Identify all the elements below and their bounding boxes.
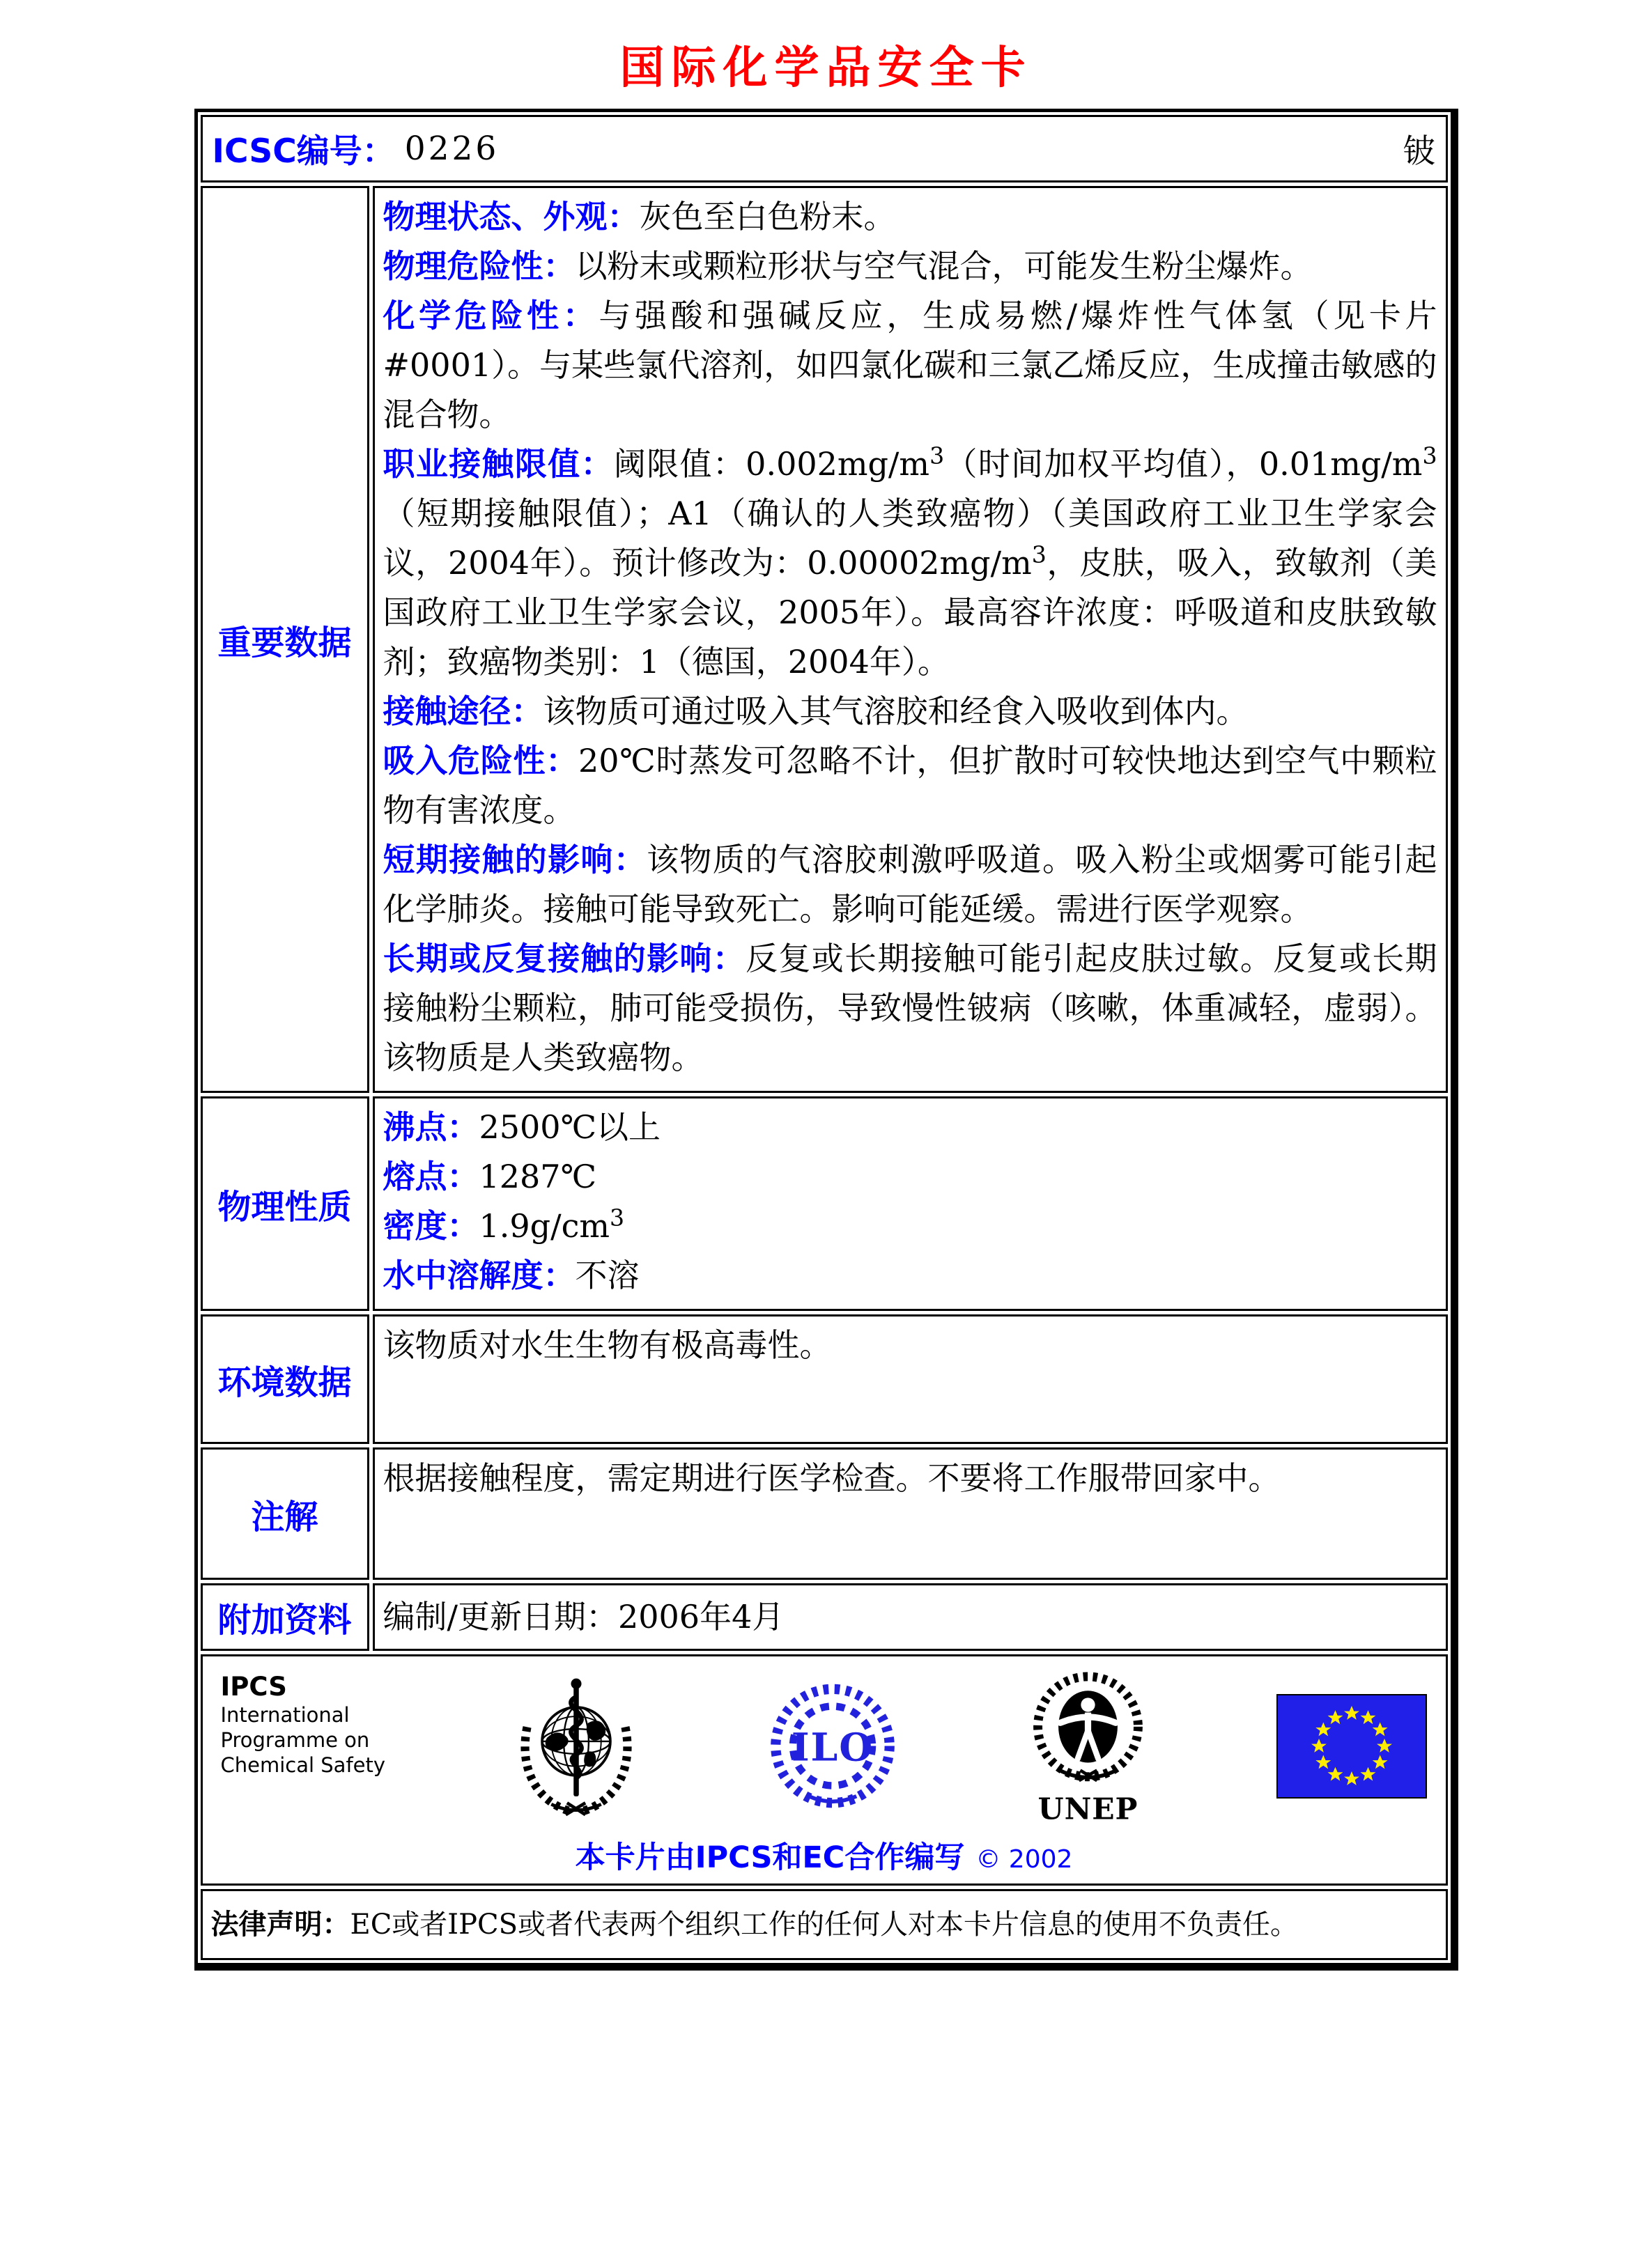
icsc-header-cell (201, 115, 1448, 182)
logos-row (201, 1654, 1448, 1886)
ilo-logo-icon (766, 1678, 899, 1814)
physical-item: 沸点：2500℃以上 (383, 1108, 661, 1146)
legal-notice-cell (201, 1889, 1448, 1960)
important-item: 吸入危险性：20℃时蒸发可忽略不计，但扩散时可较快地达到空气中颗粒物有害浓度。 (383, 742, 1437, 829)
page-title: 国际化学品安全卡 (619, 42, 1033, 94)
logos-cell (201, 1654, 1448, 1886)
ipcs-line3: Chemical Safety (220, 1753, 386, 1777)
important-data-row (201, 186, 1448, 1093)
additional-info-row (201, 1583, 1448, 1651)
physical-properties-row (201, 1096, 1448, 1311)
substance-name: 铍 (1403, 132, 1436, 171)
important-item: 职业接触限值：阈限值：$0.002mg/m^3$（时间加权平均值），$0.01mg/m^3$（短期接触限值）；A1（确认的人类致癌物）（美国政府工业卫生学家会议，2004年）。预计修改为：$0.00002mg/m^3$，皮肤，吸入，致敏剂（美国政府工业卫生学家会议，2005年）。最高容许浓度：呼吸道和皮肤致敏剂；致癌物类别：1（德国，2004年）。 (383, 442, 1437, 681)
physical-item: 密度：$1.9g/cm^3$ (383, 1204, 625, 1245)
ipcs-line2: Programme on (220, 1728, 370, 1752)
important-item: 接触途径：该物质可通过吸入其气溶胶和经食入吸收到体内。 (383, 692, 1249, 730)
unep-logo-text: UNEP (1037, 1792, 1138, 1824)
additional-info-content (373, 1583, 1448, 1651)
icsc-number-label: ICSC编号： (212, 132, 395, 171)
legal-notice-label: 法律声明： (210, 1909, 350, 1941)
section-label-notes: 注解 (201, 1447, 369, 1580)
additional-info-text: 编制/更新日期：2006年4月 (383, 1598, 785, 1636)
icsc-document (0, 32, 1652, 2268)
notes-content (373, 1447, 1448, 1580)
important-item: 物理状态、外观：灰色至白色粉末。 (383, 198, 896, 235)
important-item: 短期接触的影响：该物质的气溶胶刺激呼吸道。吸入粉尘或烟雾可能引起化学肺炎。接触可能导致死亡。影响可能延缓。需进行医学观察。 (383, 841, 1437, 928)
unep-logo-icon (1024, 1668, 1152, 1824)
section-label-additional: 附加资料 (201, 1583, 369, 1651)
section-label-important: 重要数据 (201, 186, 369, 1093)
important-item: 物理危险性：以粉末或颗粒形状与空气混合，可能发生粉尘爆炸。 (383, 247, 1313, 285)
who-logo-icon (510, 1675, 642, 1817)
legal-notice-text: EC或者IPCS或者代表两个组织工作的任何人对本卡片信息的使用不负责任。 (350, 1909, 1299, 1941)
important-item: 化学危险性：与强酸和强碱反应，生成易燃/爆炸性气体氢（见卡片#0001）。与某些氯代溶剂，如四氯化碳和三氯乙烯反应，生成撞击敏感的混合物。 (383, 297, 1437, 433)
ipcs-name: IPCS (220, 1672, 287, 1702)
icsc-number-value: 0226 (404, 130, 500, 168)
ipcs-text-block (221, 1668, 386, 1778)
physical-item: 熔点：1287℃ (383, 1158, 597, 1195)
environment-data-content (373, 1314, 1448, 1444)
logo-strip (221, 1668, 1428, 1824)
icsc-card (194, 109, 1458, 1971)
cooperation-caption-text: 本卡片由IPCS和EC合作编写 (575, 1840, 965, 1875)
ipcs-line1: International (220, 1703, 350, 1727)
environment-text: 该物质对水生生物有极高毒性。 (383, 1326, 832, 1364)
eu-flag-icon (1276, 1694, 1427, 1799)
legal-notice-row (201, 1889, 1448, 1960)
physical-item: 水中溶解度：不溶 (383, 1257, 640, 1294)
copyright-text: © 2002 (975, 1845, 1073, 1874)
physical-properties-content (373, 1096, 1448, 1311)
notes-row (201, 1447, 1448, 1580)
svg-text:ILO: ILO (792, 1724, 874, 1770)
section-label-physical: 物理性质 (201, 1096, 369, 1311)
important-item: 长期或反复接触的影响：反复或长期接触可能引起皮肤过敏。反复或长期接触粉尘颗粒，肺可能受损伤，导致慢性铍病（咳嗽，体重减轻，虚弱）。该物质是人类致癌物。 (383, 940, 1437, 1076)
cooperation-caption (221, 1834, 1428, 1877)
icsc-header-row (201, 115, 1448, 182)
notes-text: 根据接触程度，需定期进行医学检查。不要将工作服带回家中。 (383, 1459, 1281, 1497)
important-data-content (373, 186, 1448, 1093)
environment-data-row (201, 1314, 1448, 1444)
section-label-environment: 环境数据 (201, 1314, 369, 1444)
